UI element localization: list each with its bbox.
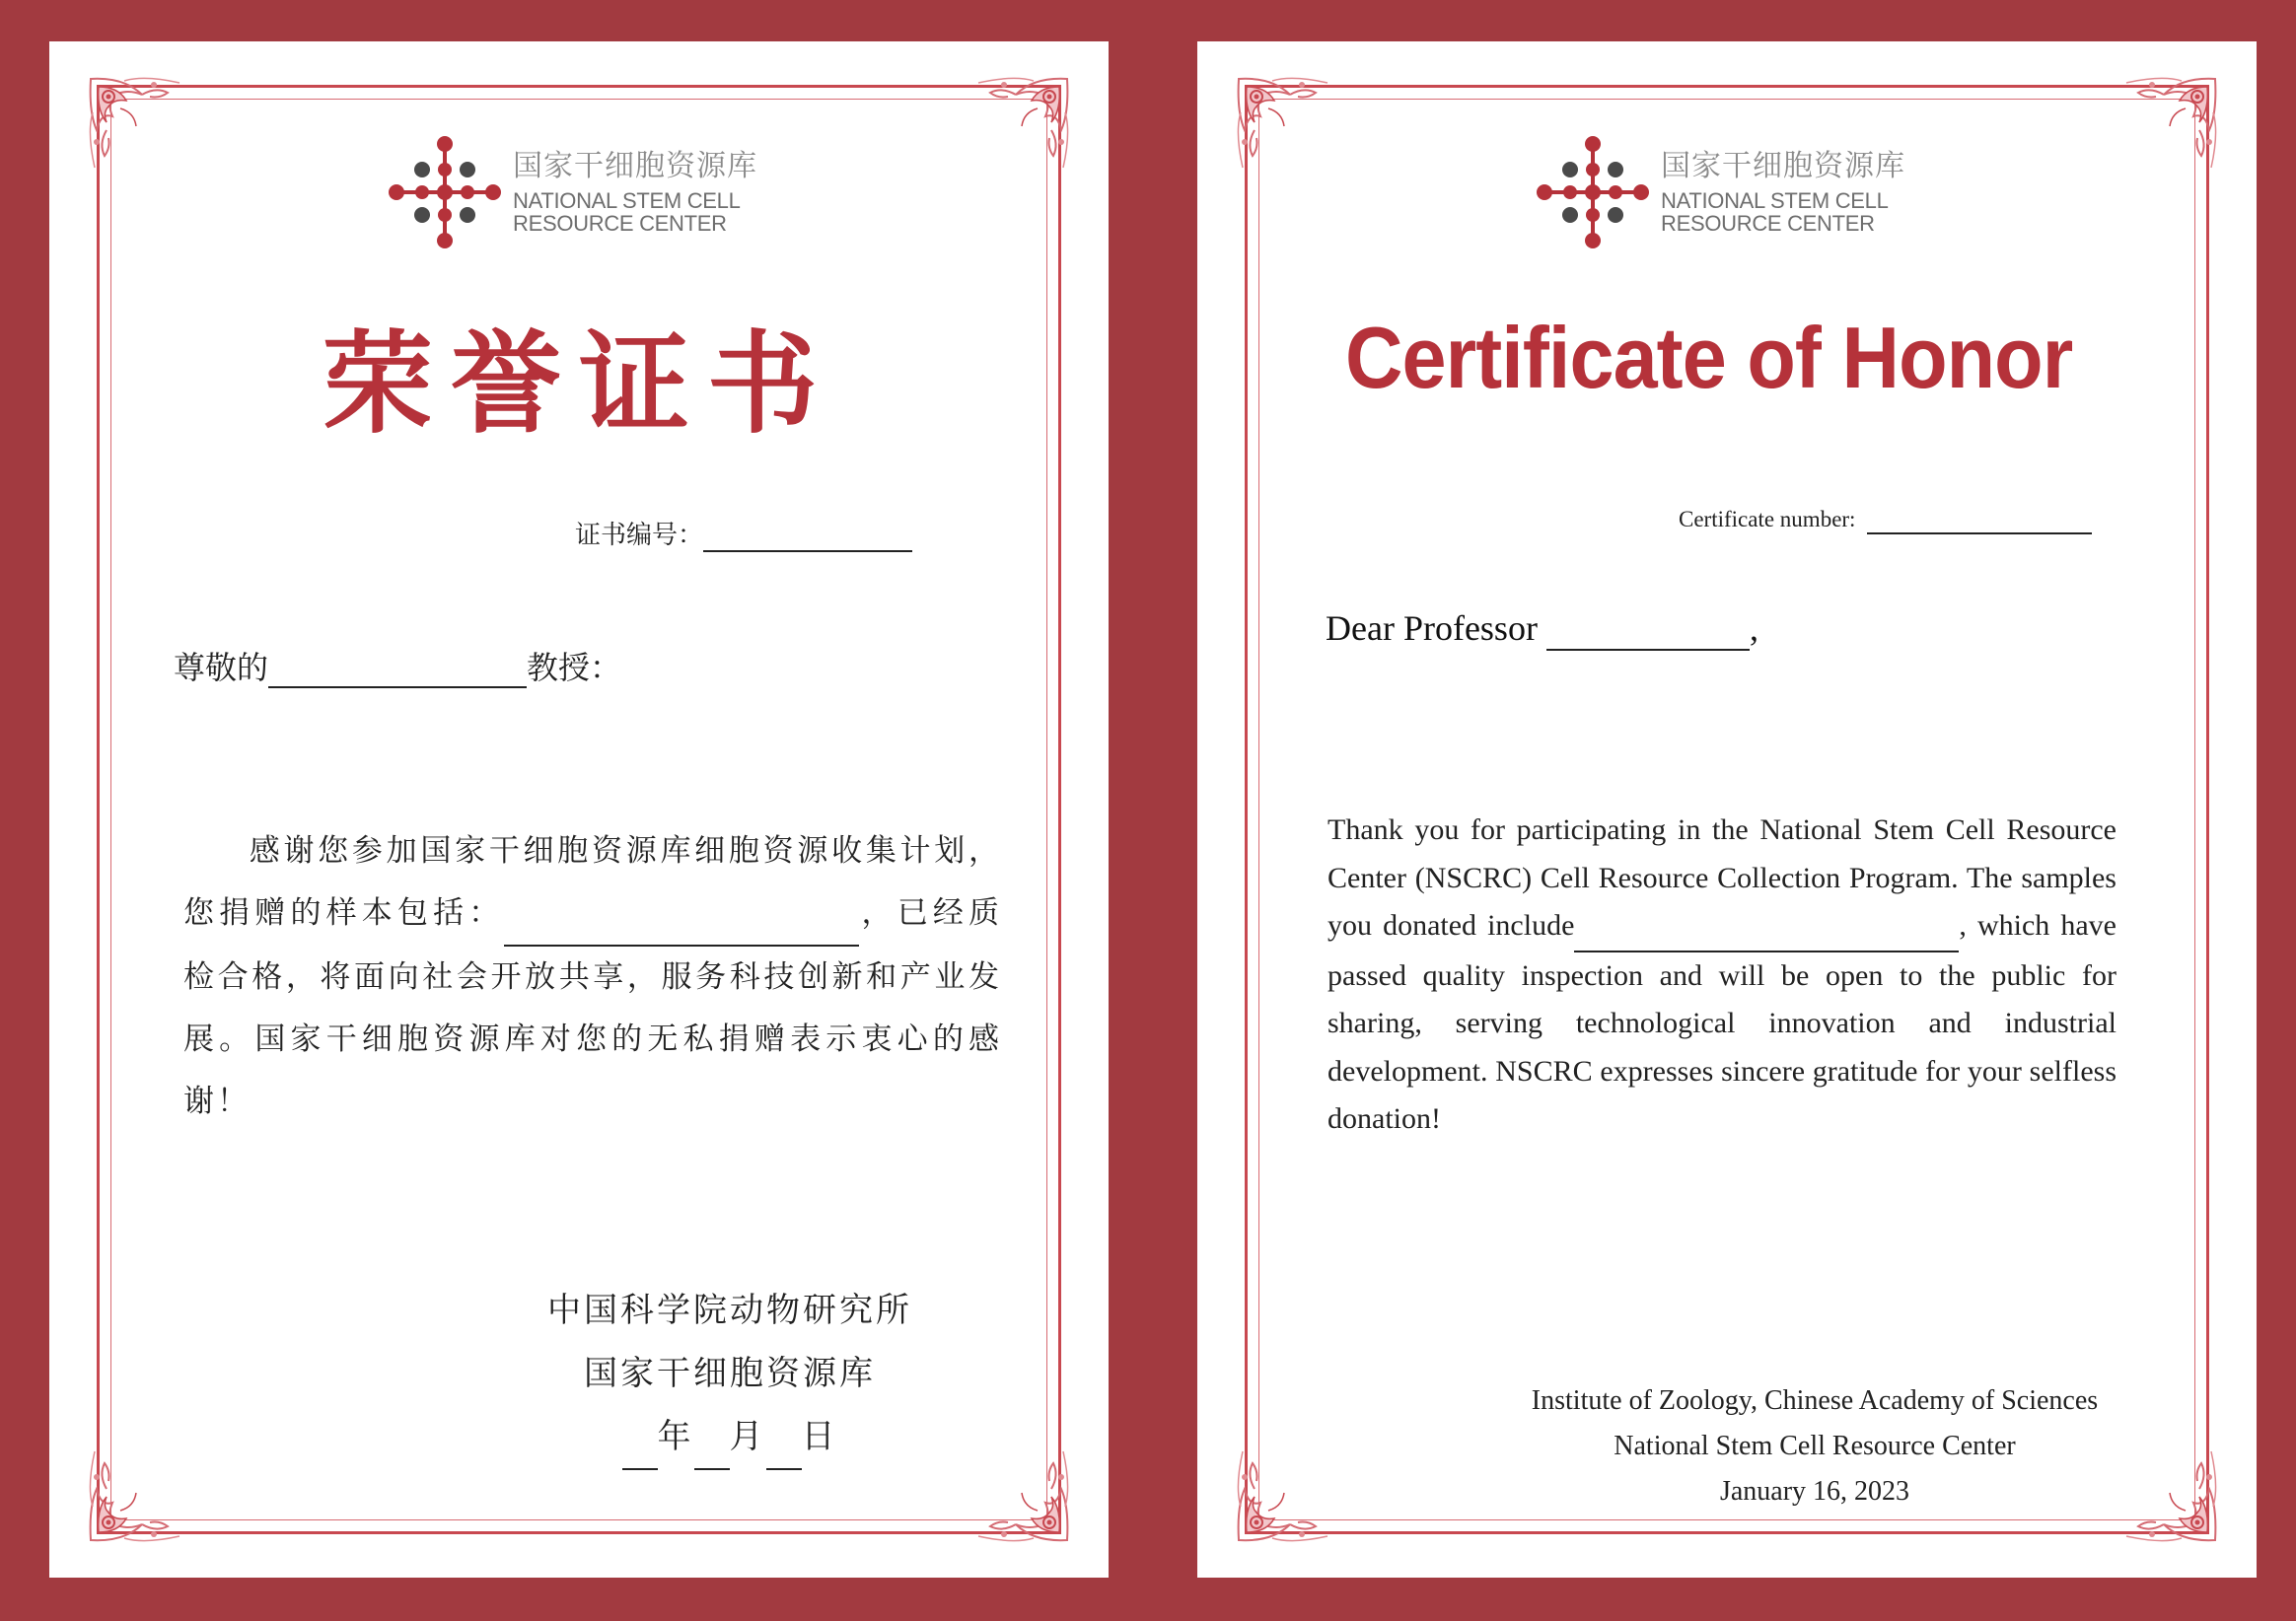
body-part-1: 感谢您参加国家干细胞资源库细胞资源收集计划，您捐赠的样本包括： [183, 833, 1002, 931]
issuer-line-1: 中国科学院动物研究所 [547, 1291, 912, 1330]
cert-number-blank [703, 521, 912, 552]
logo-name-en-2: RESOURCE CENTER [513, 211, 727, 236]
cert-number-blank [1867, 507, 2092, 534]
corner-ornament-icon [965, 1438, 1073, 1546]
logo-name-cn: 国家干细胞资源库 [513, 149, 757, 183]
date-month: 月 [729, 1417, 766, 1456]
issuer-line-2: National Stem Cell Resource Center [1614, 1431, 2016, 1461]
certificate-en [1197, 41, 2257, 1578]
corner-ornament-icon [1233, 1438, 1341, 1546]
cert-number-label: 证书编号： [575, 521, 704, 550]
stem-cell-cross-icon [1531, 130, 1655, 254]
salutation [174, 643, 621, 688]
corner-ornament-icon [965, 73, 1073, 181]
issue-date: January 16, 2023 [1719, 1476, 1910, 1507]
body-part-2: ，已经质检合格，将面向社会开放共享，服务科技创新和产业发展。国家干细胞资源库对您的无私捐赠表示衷心的感谢！ [183, 895, 1003, 1119]
body-text [1327, 807, 2117, 1144]
corner-ornament-icon [1233, 73, 1341, 181]
logo-name-en-1: NATIONAL STEM CELL [1661, 188, 1889, 213]
issuer-line-1: Institute of Zoology, Chinese Academy of Sciences [1531, 1385, 2099, 1416]
name-blank [1546, 607, 1750, 651]
date-line [483, 1405, 976, 1470]
corner-ornament-icon [85, 73, 193, 181]
body-text [183, 820, 1002, 1133]
page-title: Certificate of Honor [1345, 309, 2073, 406]
cert-number-field [575, 515, 912, 552]
logo-name-en-2: RESOURCE CENTER [1661, 211, 1875, 236]
page-title: 荣誉证书 [323, 319, 835, 449]
cert-number-label: Certificate number: [1679, 507, 1856, 531]
issuer-block [1493, 1378, 2136, 1515]
corner-ornament-icon [2113, 73, 2221, 181]
salutation-prefix: 尊敬的 [174, 649, 269, 686]
cert-number-field [1679, 507, 2092, 534]
date-year: 年 [657, 1417, 694, 1456]
date-day: 日 [801, 1417, 838, 1456]
nscrc-logo [383, 130, 757, 254]
salutation-suffix: , [1749, 608, 1758, 648]
stem-cell-cross-icon [383, 130, 507, 254]
salutation-prefix: Dear Professor [1326, 608, 1538, 648]
samples-blank [1574, 902, 1959, 952]
salutation [1326, 607, 1758, 651]
body-part-1: Thank you for participating in the National Stem Cell Resource Center (NSCRC) Cell Resource Collection Program. The samples you donated include [1327, 813, 2117, 942]
certificate-cn [49, 41, 1109, 1578]
salutation-suffix: 教授： [527, 649, 622, 686]
logo-name-cn: 国家干细胞资源库 [1661, 149, 1905, 183]
nscrc-logo [1531, 130, 1905, 254]
corner-ornament-icon [85, 1438, 193, 1546]
issuer-block [483, 1279, 976, 1470]
name-blank [268, 649, 527, 688]
issuer-line-2: 国家干细胞资源库 [584, 1354, 876, 1393]
body-part-2: , which have passed quality inspection and will be open to the public for sharing, serving technological innovation and industrial development. NSCRC expresses sincere gratitude for your selfless donation! [1327, 909, 2117, 1135]
samples-blank [504, 882, 859, 947]
logo-name-en-1: NATIONAL STEM CELL [513, 188, 741, 213]
